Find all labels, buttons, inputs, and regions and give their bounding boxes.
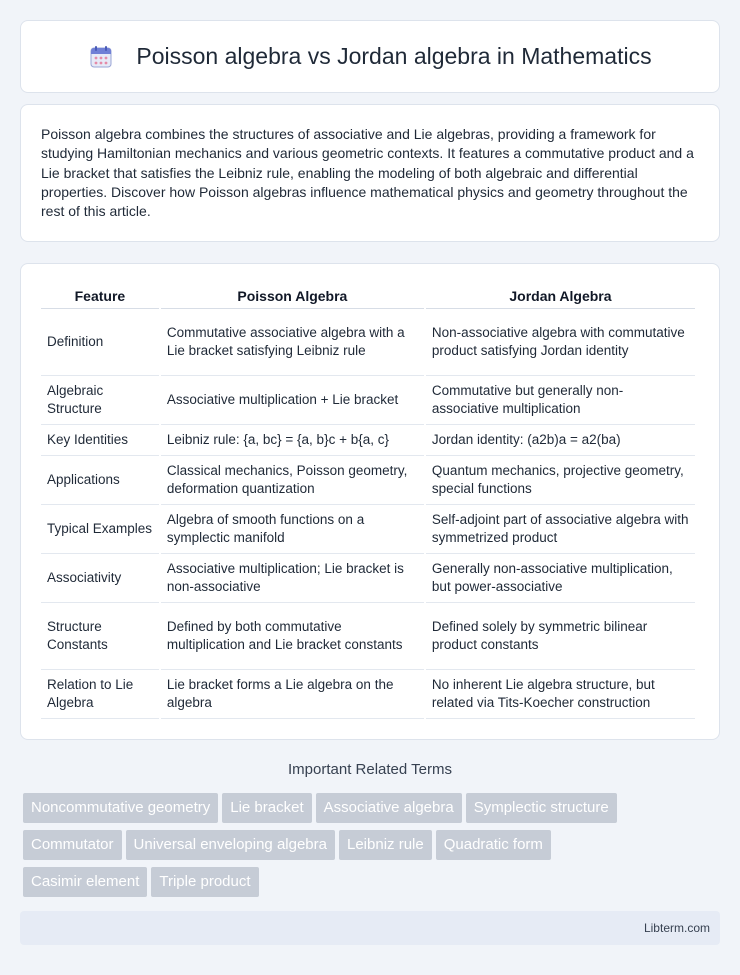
comparison-card	[20, 263, 720, 740]
poisson-cell: Classical mechanics, Poisson geometry, deformation quantization	[161, 456, 424, 505]
feature-cell: Structure Constants	[41, 603, 159, 670]
table-header-row	[41, 284, 695, 309]
page-title: Poisson algebra vs Jordan algebra in Mathematics	[136, 43, 652, 69]
related-term-tag[interactable]: Associative algebra	[316, 793, 462, 823]
related-terms-list	[23, 793, 723, 904]
header-feature: Feature	[41, 284, 159, 309]
feature-cell: Applications	[41, 456, 159, 505]
table-row	[41, 603, 695, 670]
related-term-tag[interactable]: Noncommutative geometry	[23, 793, 218, 823]
jordan-cell: Generally non-associative multiplication, but power-associative	[426, 554, 695, 603]
jordan-cell: Commutative but generally non-associative multiplication	[426, 376, 695, 425]
related-term-tag[interactable]: Quadratic form	[436, 830, 551, 860]
jordan-cell: Self-adjoint part of associative algebra with symmetrized product	[426, 505, 695, 554]
poisson-cell: Associative multiplication + Lie bracket	[161, 376, 424, 425]
poisson-cell: Leibniz rule: {a, bc} = {a, b}c + b{a, c}	[161, 425, 424, 456]
related-term-tag[interactable]: Commutator	[23, 830, 122, 860]
poisson-cell: Commutative associative algebra with a Lie bracket satisfying Leibniz rule	[161, 309, 424, 376]
header-jordan: Jordan Algebra	[426, 284, 695, 309]
jordan-cell: Jordan identity: (a2b)a = a2(ba)	[426, 425, 695, 456]
header-poisson: Poisson Algebra	[161, 284, 424, 309]
jordan-cell: Non-associative algebra with commutative product satisfying Jordan identity	[426, 309, 695, 376]
header-card	[20, 20, 720, 93]
feature-cell: Associativity	[41, 554, 159, 603]
poisson-cell: Associative multiplication; Lie bracket is non-associative	[161, 554, 424, 603]
jordan-cell: Quantum mechanics, projective geometry, special functions	[426, 456, 695, 505]
feature-cell: Key Identities	[41, 425, 159, 456]
table-row	[41, 425, 695, 456]
table-row	[41, 505, 695, 554]
related-term-tag[interactable]: Lie bracket	[222, 793, 311, 823]
comparison-table	[39, 284, 697, 719]
calendar-icon	[88, 44, 114, 70]
intro-card	[20, 104, 720, 242]
feature-cell: Algebraic Structure	[41, 376, 159, 425]
table-row	[41, 309, 695, 376]
jordan-cell: No inherent Lie algebra structure, but related via Tits-Koecher construction	[426, 670, 695, 719]
footer	[20, 911, 720, 945]
poisson-cell: Defined by both commutative multiplication and Lie bracket constants	[161, 603, 424, 670]
related-term-tag[interactable]: Triple product	[151, 867, 258, 897]
table-row	[41, 670, 695, 719]
table-row	[41, 456, 695, 505]
feature-cell: Relation to Lie Algebra	[41, 670, 159, 719]
related-term-tag[interactable]: Casimir element	[23, 867, 147, 897]
feature-cell: Definition	[41, 309, 159, 376]
jordan-cell: Defined solely by symmetric bilinear product constants	[426, 603, 695, 670]
footer-site-link[interactable]: Libterm.com	[643, 921, 710, 935]
table-row	[41, 554, 695, 603]
feature-cell: Typical Examples	[41, 505, 159, 554]
poisson-cell: Algebra of smooth functions on a symplectic manifold	[161, 505, 424, 554]
related-term-tag[interactable]: Leibniz rule	[339, 830, 432, 860]
table-row	[41, 376, 695, 425]
related-terms-title: Important Related Terms	[288, 761, 452, 778]
related-term-tag[interactable]: Symplectic structure	[466, 793, 617, 823]
intro-paragraph: Poisson algebra combines the structures of associative and Lie algebras, providing a framework for studying Hamiltonian mechanics and various geometric contexts. It features a commutative product and a Lie bracket that satisfies the Leibniz rule, enabling the modeling of both algebraic and differential properties. Discover how Poisson algebras influence mathematical physics and geometry throughout the rest of this article.	[41, 126, 694, 220]
poisson-cell: Lie bracket forms a Lie algebra on the algebra	[161, 670, 424, 719]
related-term-tag[interactable]: Universal enveloping algebra	[126, 830, 335, 860]
